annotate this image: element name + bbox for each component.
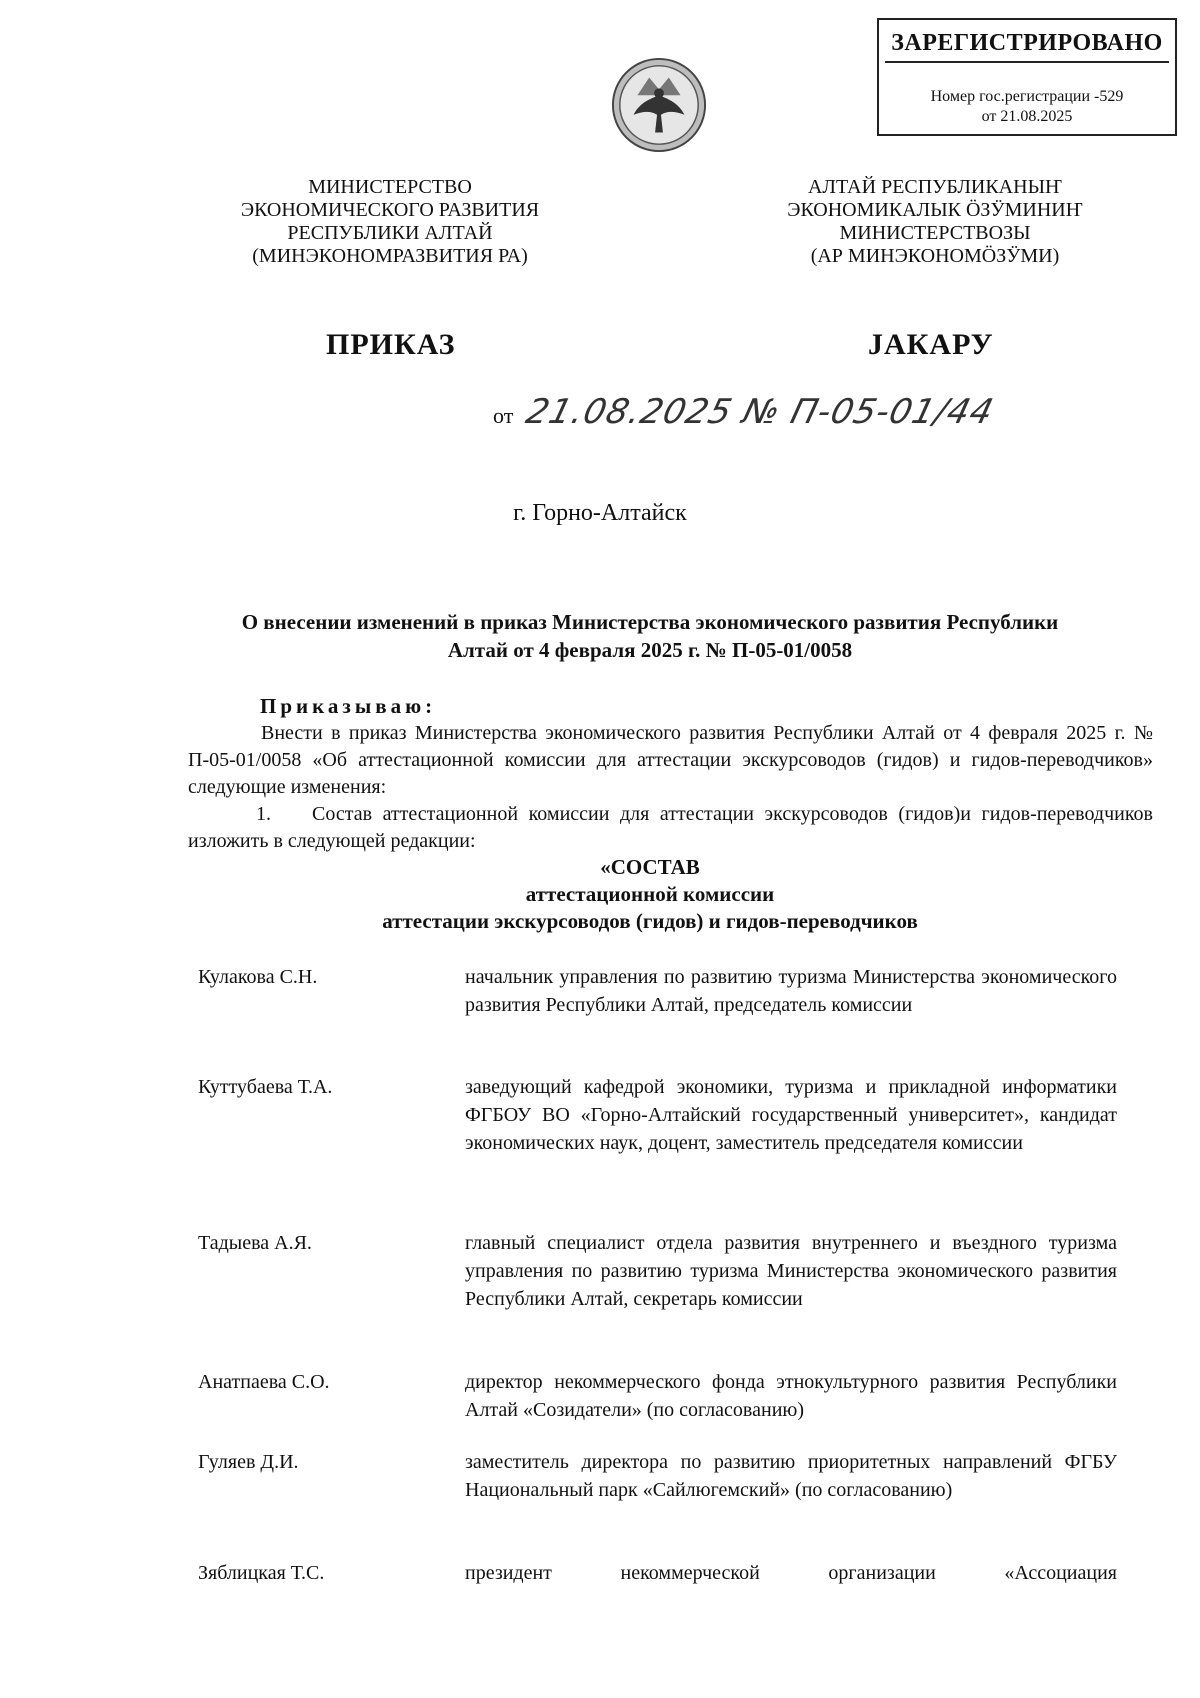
date-prefix: от — [493, 403, 514, 428]
order-date-line — [493, 392, 998, 432]
ministry-left-line-3: РЕСПУБЛИКИ АЛТАЙ — [287, 222, 493, 244]
subject-line-1: О внесении изменений в приказ Министерства экономического развития Республики — [241, 610, 1059, 634]
order-title-altai: ЈАКАРУ — [868, 328, 994, 361]
order-title-russian: ПРИКАЗ — [326, 328, 456, 361]
paragraph-item-1 — [188, 801, 1153, 855]
member-role: президент некоммерческой организации «Ассоциация — [465, 1562, 1117, 1584]
ministry-left-line-1: МИНИСТЕРСТВО — [308, 176, 472, 198]
registration-stamp — [877, 18, 1177, 136]
ministry-left-line-4: (МИНЭКОНОМРАЗВИТИЯ РА) — [252, 245, 528, 267]
stamp-title: ЗАРЕГИСТРИРОВАНО — [885, 26, 1169, 63]
composition-line-3: аттестации экскурсоводов (гидов) и гидов-переводчиков — [382, 909, 918, 933]
order-word: Приказываю: — [260, 694, 437, 718]
member-role: директор некоммерческого фонда этнокультурного развития Республики Алтай «Созидатели» (по согласованию) — [465, 1371, 1117, 1421]
emblem-icon — [610, 56, 708, 154]
member-name: Кулакова С.Н. — [198, 966, 318, 988]
composition-line-1: «СОСТАВ — [600, 855, 700, 879]
subject-line-2: Алтай от 4 февраля 2025 г. № П-05-01/0058 — [447, 638, 853, 662]
ministry-right-line-3: МИНИСТЕРСТВОЗЫ — [839, 222, 1031, 244]
member-name: Анатпаева С.О. — [198, 1371, 330, 1393]
member-role: начальник управления по развитию туризма Министерства экономического развития Республики Алтай, председатель комиссии — [465, 966, 1117, 1016]
ministry-left-line-2: ЭКОНОМИЧЕСКОГО РАЗВИТИЯ — [240, 199, 540, 221]
order-subject — [150, 608, 1150, 664]
ministry-right-line-4: (АР МИНЭКОНОМӦЗӰМИ) — [810, 245, 1060, 267]
member-name: Тадыева А.Я. — [198, 1232, 312, 1254]
member-role: главный специалист отдела развития внутреннего и въездного туризма управления по развитию туризма Министерства экономического развития Республики Алтай, секретарь комиссии — [465, 1232, 1117, 1310]
ministry-name-altai — [705, 176, 1165, 268]
member-role: заместитель директора по развитию приоритетных направлений ФГБУ Национальный парк «Сайлюгемский» (по согласованию) — [465, 1451, 1117, 1501]
ministry-name-russian — [160, 176, 620, 268]
handwritten-date-number: 21.08.2025 № П-05-01/44 — [521, 392, 998, 432]
member-role: заведующий кафедрой экономики, туризма и прикладной информатики ФГБОУ ВО «Горно-Алтайский государственный университет», кандидат экономических наук, доцент, заместитель председателя комиссии — [465, 1076, 1117, 1154]
item-number: 1. — [256, 803, 271, 825]
stamp-reg-date: от 21.08.2025 — [981, 108, 1073, 125]
composition-line-2: аттестационной комиссии — [525, 882, 775, 906]
city: г. Горно-Алтайск — [513, 500, 687, 526]
member-name: Гуляев Д.И. — [198, 1451, 299, 1473]
ministry-right-line-1: АЛТАЙ РЕСПУБЛИКАНЫҤ — [807, 176, 1063, 198]
ministry-right-line-2: ЭКОНОМИКАЛЫК ӦЗӰМИНИҤ — [787, 199, 1083, 221]
member-name: Зяблицкая Т.С. — [198, 1562, 325, 1584]
item-text: Состав аттестационной комиссии для аттестации экскурсоводов (гидов)и гидов-переводчиков изложить в следующей редакции: — [188, 803, 1153, 852]
composition-heading — [150, 854, 1150, 935]
stamp-reg-number: Номер гос.регистрации -529 — [930, 88, 1124, 105]
member-name: Куттубаева Т.А. — [198, 1076, 333, 1098]
paragraph-intro: Внести в приказ Министерства экономического развития Республики Алтай от 4 февраля 2025 г. № П-05-01/0058 «Об аттестационной комиссии для аттестации экскурсоводов (гидов) и гидов-переводчиков» следующие изменения: — [188, 722, 1153, 798]
